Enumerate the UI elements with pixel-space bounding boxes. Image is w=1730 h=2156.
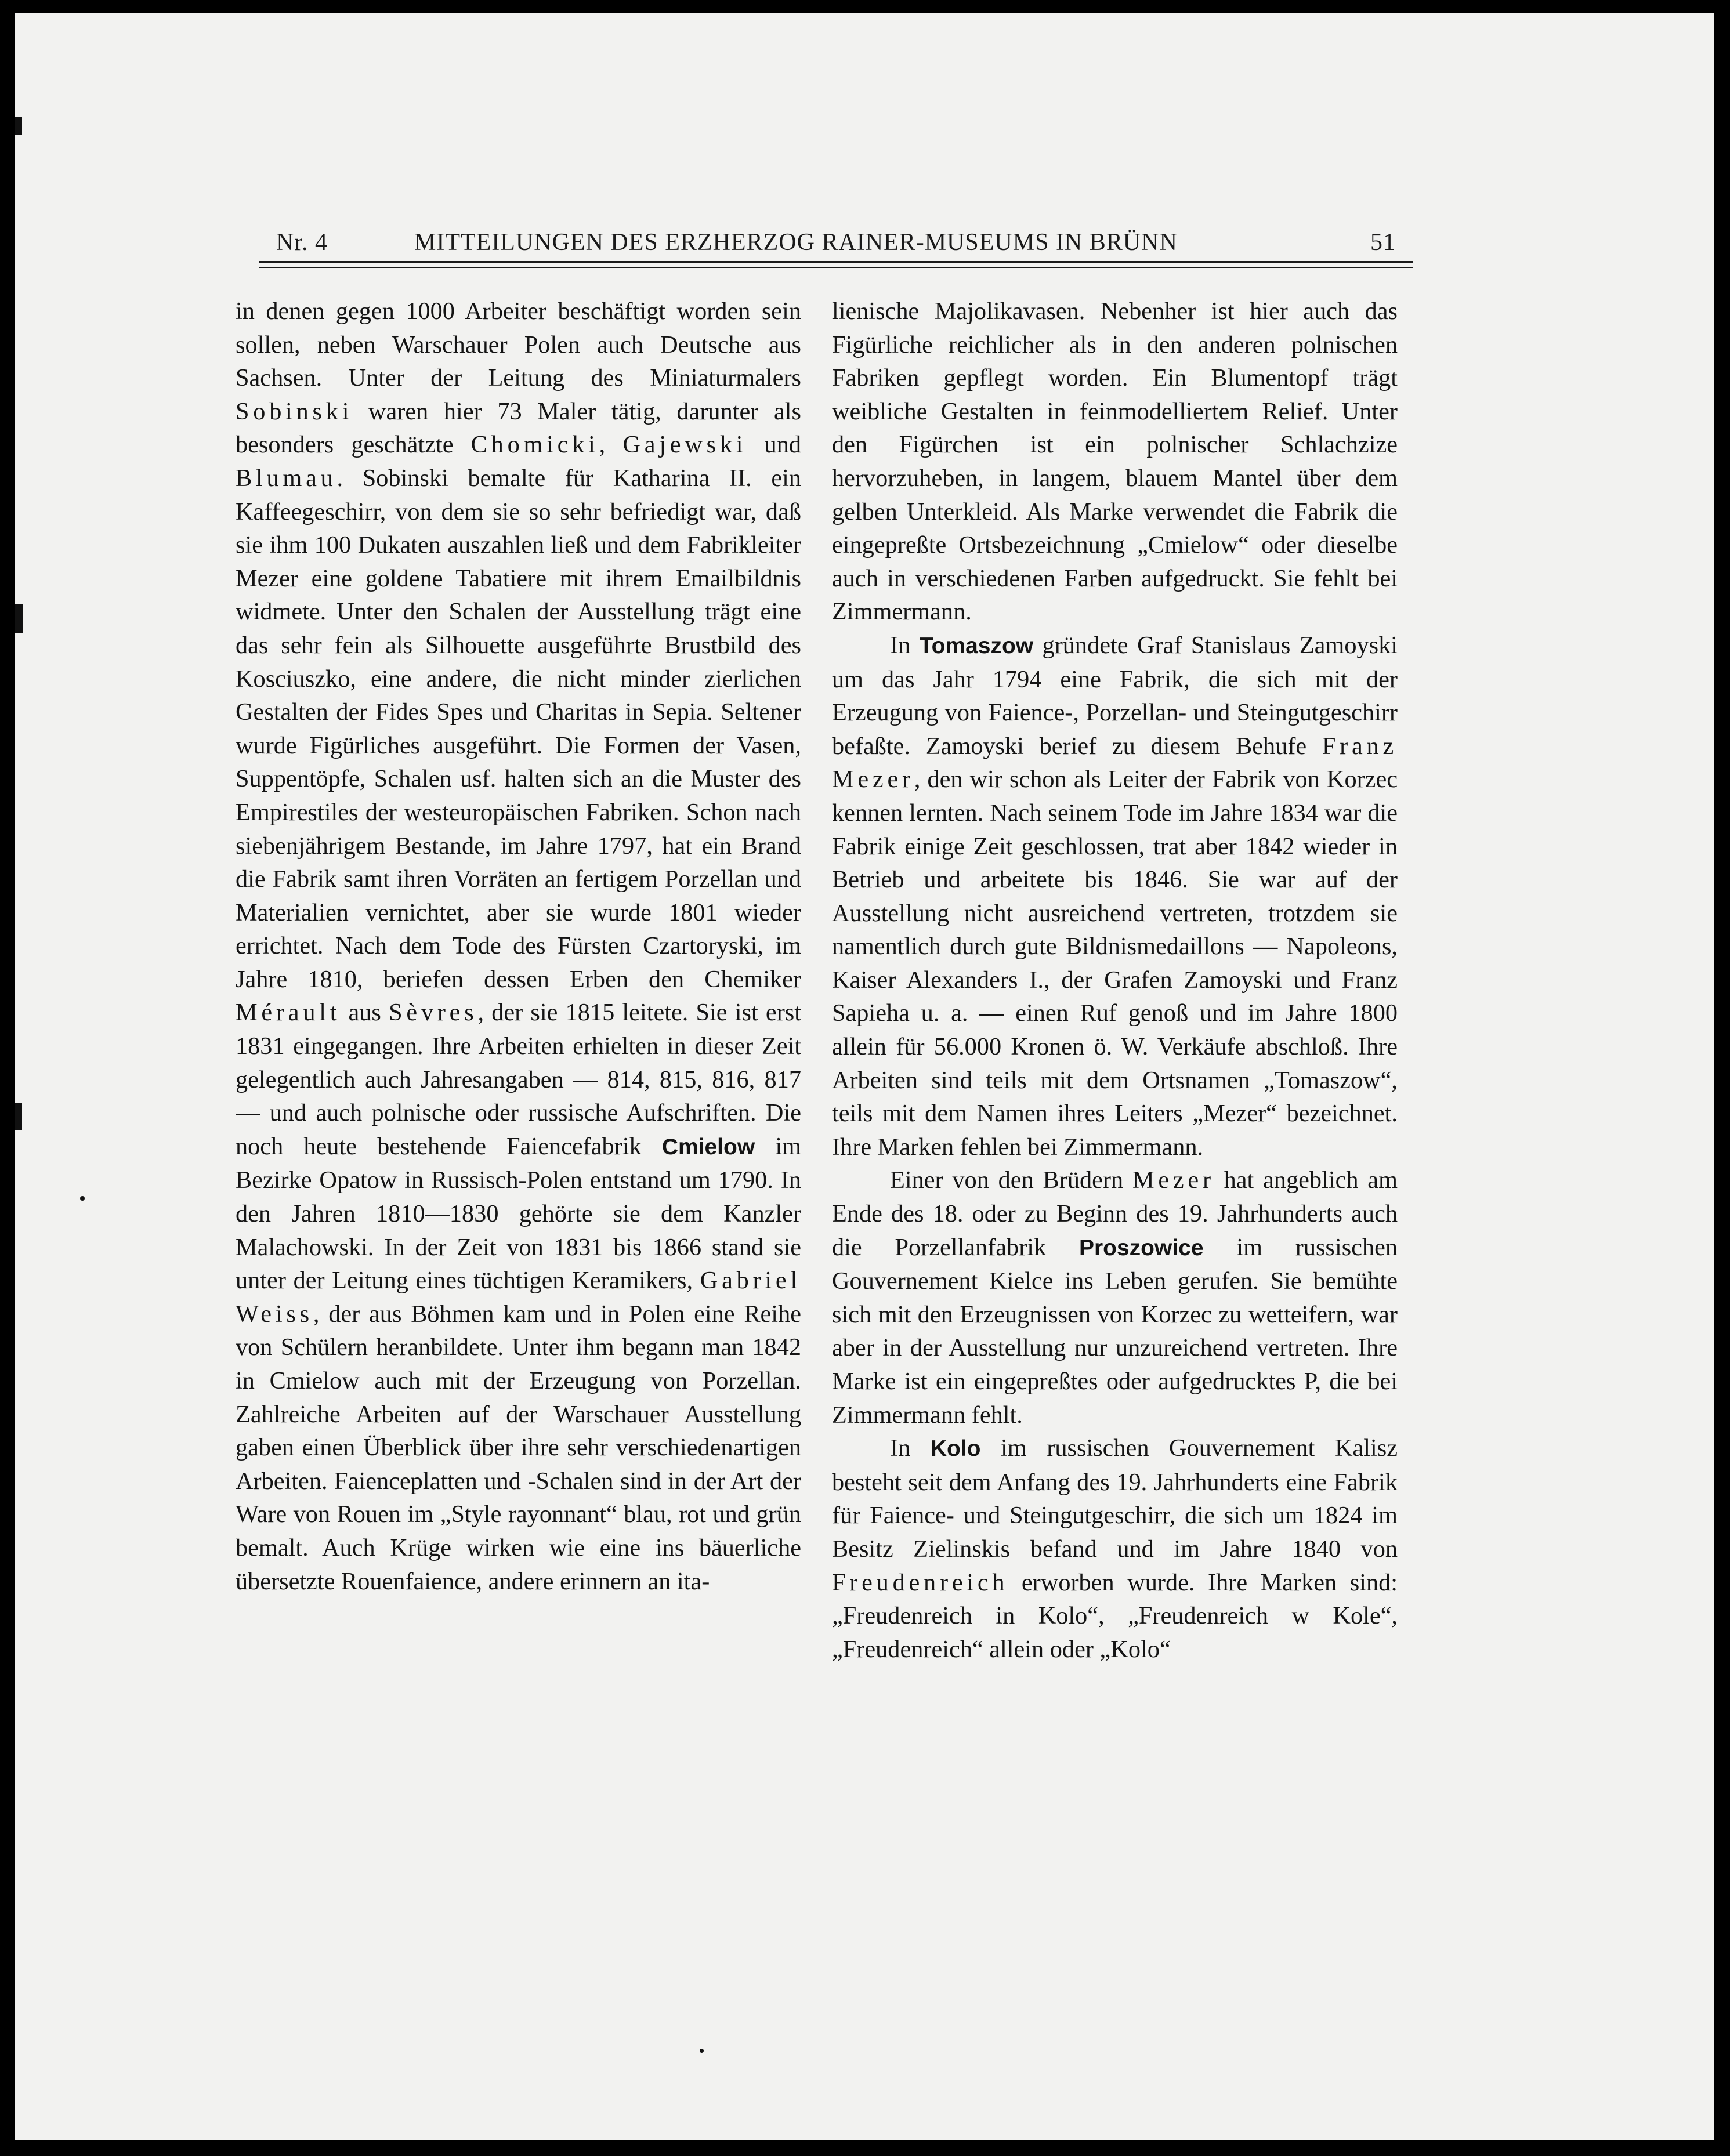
paragraph — [832, 1432, 1398, 1666]
factory-name: Kolo — [930, 1436, 981, 1462]
person-name: Gabriel Weiss — [236, 1267, 801, 1328]
left-column — [236, 295, 801, 1913]
person-name: Mérault — [236, 999, 341, 1027]
text-run: In — [890, 631, 920, 659]
place-name: Sèvres — [389, 999, 478, 1027]
issue-number: Nr. 4 — [276, 229, 328, 256]
text-run: , — [599, 431, 623, 459]
person-name: Gajewski — [622, 431, 747, 459]
person-name: Freudenreich — [832, 1568, 1009, 1596]
binding-mark — [15, 604, 23, 633]
text-run: waren hier 73 Maler tätig, darunter als besonders geschätzte — [236, 397, 801, 459]
person-name: Mezer — [1132, 1166, 1215, 1194]
scanned-page — [15, 13, 1714, 2140]
text-run: im russischen Gouvernement Kalisz besteht seit dem Anfang des 19. Jahrhunderts eine Fabrik für Faience- und Steingutgeschirr, die sich um 1824 im Besitz Zielinskis befand und im Jahre 1840 von — [832, 1434, 1398, 1563]
header-rule — [259, 261, 1413, 263]
page-number: 51 — [1370, 229, 1396, 256]
text-run: , der sie 1815 leitete. Sie ist erst 1831 eingegangen. Ihre Arbeiten erhielten in dieser Zeit gelegentlich auch Jahresangaben — 814, 815, 816, 817 — und auch polnische oder russische Aufschriften. Die noch heute bestehende Faiencefabrik — [236, 999, 801, 1160]
factory-name: Cmielow — [661, 1134, 755, 1159]
factory-name: Tomaszow — [919, 633, 1034, 658]
text-run: Einer von den Brüdern — [890, 1166, 1132, 1194]
text-run: im russischen Gouvernement Kielce ins Leben gerufen. Sie bemühte sich mit den Erzeugnissen von Korzec zu wetteifern, war aber in der Ausstellung nur unzureichend vertreten. Ihre Marke ist ein eingepreßtes oder aufgedrucktes P, die bei Zimmermann fehlt. — [832, 1233, 1398, 1429]
running-header — [259, 217, 1413, 266]
paragraph — [832, 629, 1398, 1164]
person-name: Franz Mezer — [832, 732, 1398, 793]
text-run: , der aus Böhmen kam und in Polen eine Reihe von Schülern heranbildete. Unter ihm begann man 1842 in Cmielow auch mit der Erzeugung von Porzellan. Zahlreiche Arbeiten auf der Warschauer Ausstellung gaben einen Überblick über ihre sehr verschiedenartigen Arbeiten. Faienceplatten und -Schalen sind in der Art der Ware von Rouen im „Style rayonnant“ blau, rot und grün bemalt. Auch Krüge wirken wie eine ins bäuerliche übersetzte Rouenfaience, andere erinnern an ita- — [236, 1300, 801, 1595]
paragraph — [832, 1164, 1398, 1432]
text-run: und — [747, 431, 801, 459]
text-run: in denen gegen 1000 Arbeiter beschäftigt worden sein sollen, neben Warschauer Polen auch Deutsche aus Sachsen. Unter der Leitung des Miniaturmalers — [236, 298, 801, 392]
text-run: erworben wurde. Ihre Marken sind: „Freudenreich in Kolo“, „Freudenreich w Kole“, „Freudenreich“ allein oder „Kolo“ — [832, 1568, 1398, 1663]
person-name: Sobinski — [236, 397, 353, 425]
binding-mark — [15, 1103, 22, 1130]
person-name: Blumau — [236, 464, 337, 492]
text-run: , den wir schon als Leiter der Fabrik von Korzec kennen lernten. Nach seinem Tode im Jahre 1834 war die Fabrik einige Zeit geschlossen, trat aber 1842 wieder in Betrieb und arbeitete bis 1846. Sie war auf der Ausstellung nicht ausreichend vertreten, trotzdem sie namentlich durch gute Bildnismedaillons — Napoleons, Kaiser Alexanders I., der Grafen Zamoyski und Franz Sapieha u. a. — einen Ruf genoß und im Jahre 1800 allein für 56.000 Kronen ö. W. Verkäufe abschloß. Ihre Arbeiten sind teils mit dem Ortsnamen „Tomaszow“, teils mit dem Namen ihres Leiters „Mezer“ bezeichnet. Ihre Marken fehlen bei Zimmermann. — [832, 766, 1398, 1161]
speck — [700, 2049, 704, 2053]
text-run: im Bezirke Opatow in Russisch-Polen entstand um 1790. In den Jahren 1810—1830 gehörte sie dem Kanzler Malachowski. In der Zeit von 1831 bis 1866 stand sie unter der Leitung eines tüchtigen Keramikers, — [236, 1132, 801, 1295]
factory-name: Proszowice — [1078, 1235, 1204, 1260]
header-rule-thin — [259, 267, 1413, 268]
paragraph: lienische Majolikavasen. Nebenher ist hier auch das Figürliche reichlicher als in den anderen polnischen Fabriken gepflegt worden. Ein Blumentopf trägt weibliche Gestalten in feinmodelliertem Relief. Unter den Figürchen ist ein polnischer Schlachzize hervorzuheben, in langem, blauem Mantel über dem gelben Unterkleid. Als Marke verwendet die Fabrik die eingepreßte Ortsbezeichnung „Cmielow“ oder dieselbe auch in verschiedenen Farben aufgedruckt. Sie fehlt bei Zimmermann. — [832, 298, 1398, 626]
text-run: aus — [341, 999, 389, 1027]
journal-title: MITTEILUNGEN DES ERZHERZOG RAINER-MUSEUMS IN BRÜNN — [414, 229, 1178, 256]
speck — [80, 1196, 85, 1201]
person-name: Chomicki — [470, 431, 599, 459]
right-column — [832, 295, 1398, 1913]
text-run: hat angeblich am Ende des 18. oder zu Beginn des 19. Jahrhunderts auch die Porzellanfabrik — [832, 1166, 1398, 1261]
text-run: In — [890, 1434, 931, 1462]
binding-mark — [15, 117, 22, 135]
text-run: gründete Graf Stanislaus Zamoyski um das Jahr 1794 eine Fabrik, die sich mit der Erzeugung von Faience-, Porzellan- und Steingutgeschirr befaßte. Zamoyski berief zu diesem Behufe — [832, 631, 1398, 760]
text-run: . Sobinski bemalte für Katharina II. ein Kaffeegeschirr, von dem sie so sehr befriedigt war, daß sie ihm 100 Dukaten auszahlen ließ und dem Fabrikleiter Mezer eine goldene Tabatiere mit ihrem Emailbildnis widmete. Unter den Schalen der Ausstellung trägt eine das sehr fein als Silhouette ausgeführte Brustbild des Kosciuszko, eine andere, die nicht minder zierlichen Gestalten der Fides Spes und Charitas in Sepia. Seltener wurde Figürliches ausgeführt. Die Formen der Vasen, Suppentöpfe, Schalen usf. halten sich an die Muster des Empirestiles der westeuropäischen Fabriken. Schon nach siebenjährigem Bestande, im Jahre 1797, hat ein Brand die Fabrik samt ihren Vorräten an fertigem Porzellan und Materialien vernichtet, aber sie wurde 1801 wieder errichtet. Nach dem Tode des Fürsten Czartoryski, im Jahre 1810, beriefen dessen Erben den Chemiker — [236, 464, 801, 993]
paragraph — [236, 295, 801, 1598]
